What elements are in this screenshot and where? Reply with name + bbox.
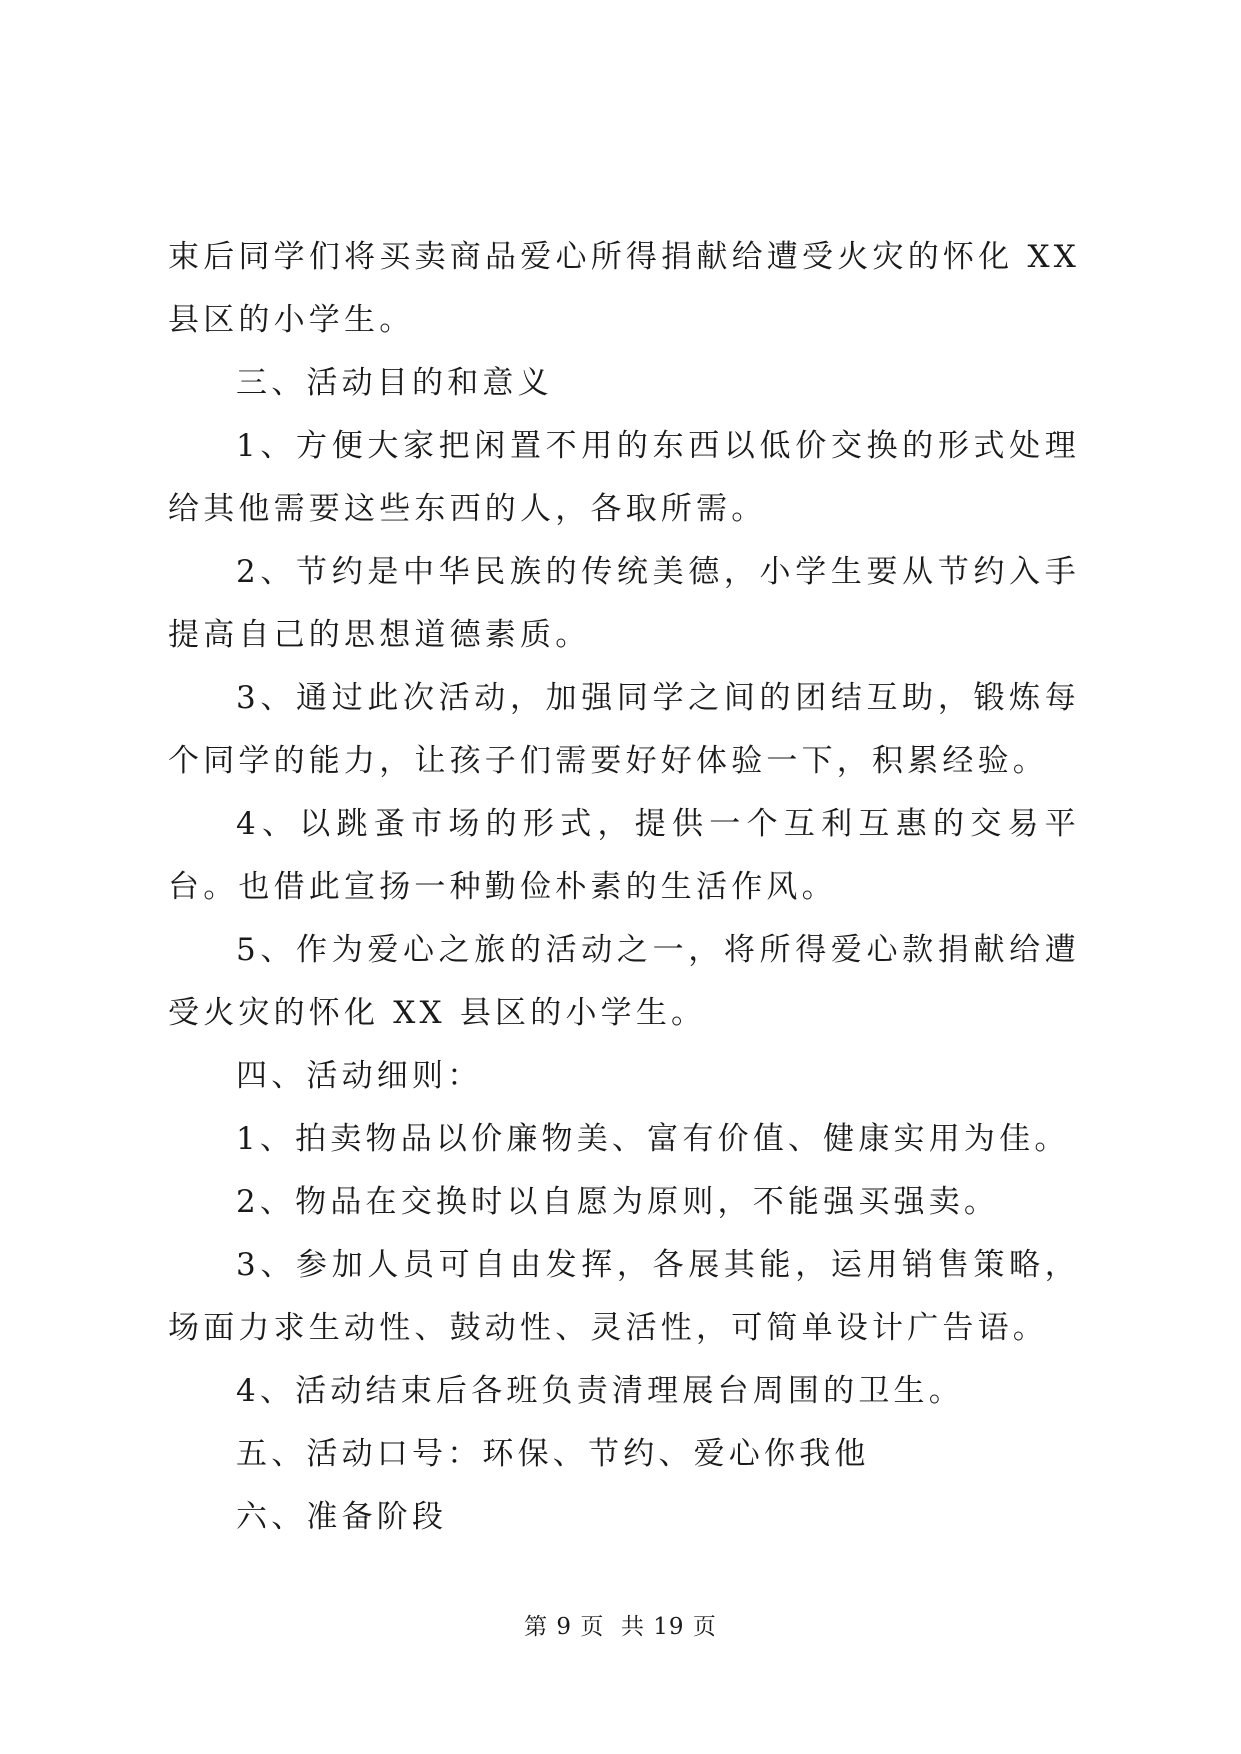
paragraph-rule-1: 1、拍卖物品以价廉物美、富有价值、健康实用为佳。: [236, 1121, 1070, 1157]
section-heading-slogan: 五、活动口号：环保、节约、爱心你我他: [236, 1436, 870, 1472]
section-heading-preparation: 六、准备阶段: [236, 1499, 448, 1535]
page-footer: [0, 1608, 1241, 1641]
paragraph-purpose-4: 4、以跳蚤市场的形式，提供一个互利互惠的交易平台。也借此宣扬一种勤俭朴素的生活作风。: [168, 806, 1080, 905]
section-heading-purpose: 三、活动目的和意义: [236, 365, 553, 401]
paragraph-purpose-3: 3、通过此次活动，加强同学之间的团结互助，锻炼每个同学的能力，让孩子们需要好好体验一下，积累经验。: [168, 680, 1080, 779]
page-number-label: 第 9 页 共 19 页: [524, 1614, 717, 1640]
paragraph-purpose-2: 2、节约是中华民族的传统美德，小学生要从节约入手提高自己的思想道德素质。: [168, 554, 1080, 653]
paragraph-rule-2: 2、物品在交换时以自愿为原则，不能强买强卖。: [236, 1184, 1000, 1220]
paragraph-purpose-1: 1、方便大家把闲置不用的东西以低价交换的形式处理给其他需要这些东西的人，各取所需。: [168, 428, 1080, 527]
paragraph-continuation: 束后同学们将买卖商品爱心所得捐献给遭受火灾的怀化 XX 县区的小学生。: [168, 239, 1080, 338]
document-body: [168, 226, 1080, 1549]
paragraph-rule-4: 4、活动结束后各班负责清理展台周围的卫生。: [236, 1373, 964, 1409]
paragraph-rule-3: 3、参加人员可自由发挥，各展其能，运用销售策略，场面力求生动性、鼓动性、灵活性，可简单设计广告语。: [168, 1247, 1080, 1346]
paragraph-purpose-5: 5、作为爱心之旅的活动之一，将所得爱心款捐献给遭受火灾的怀化 XX 县区的小学生。: [168, 932, 1080, 1031]
section-heading-rules: 四、活动细则：: [236, 1058, 483, 1094]
